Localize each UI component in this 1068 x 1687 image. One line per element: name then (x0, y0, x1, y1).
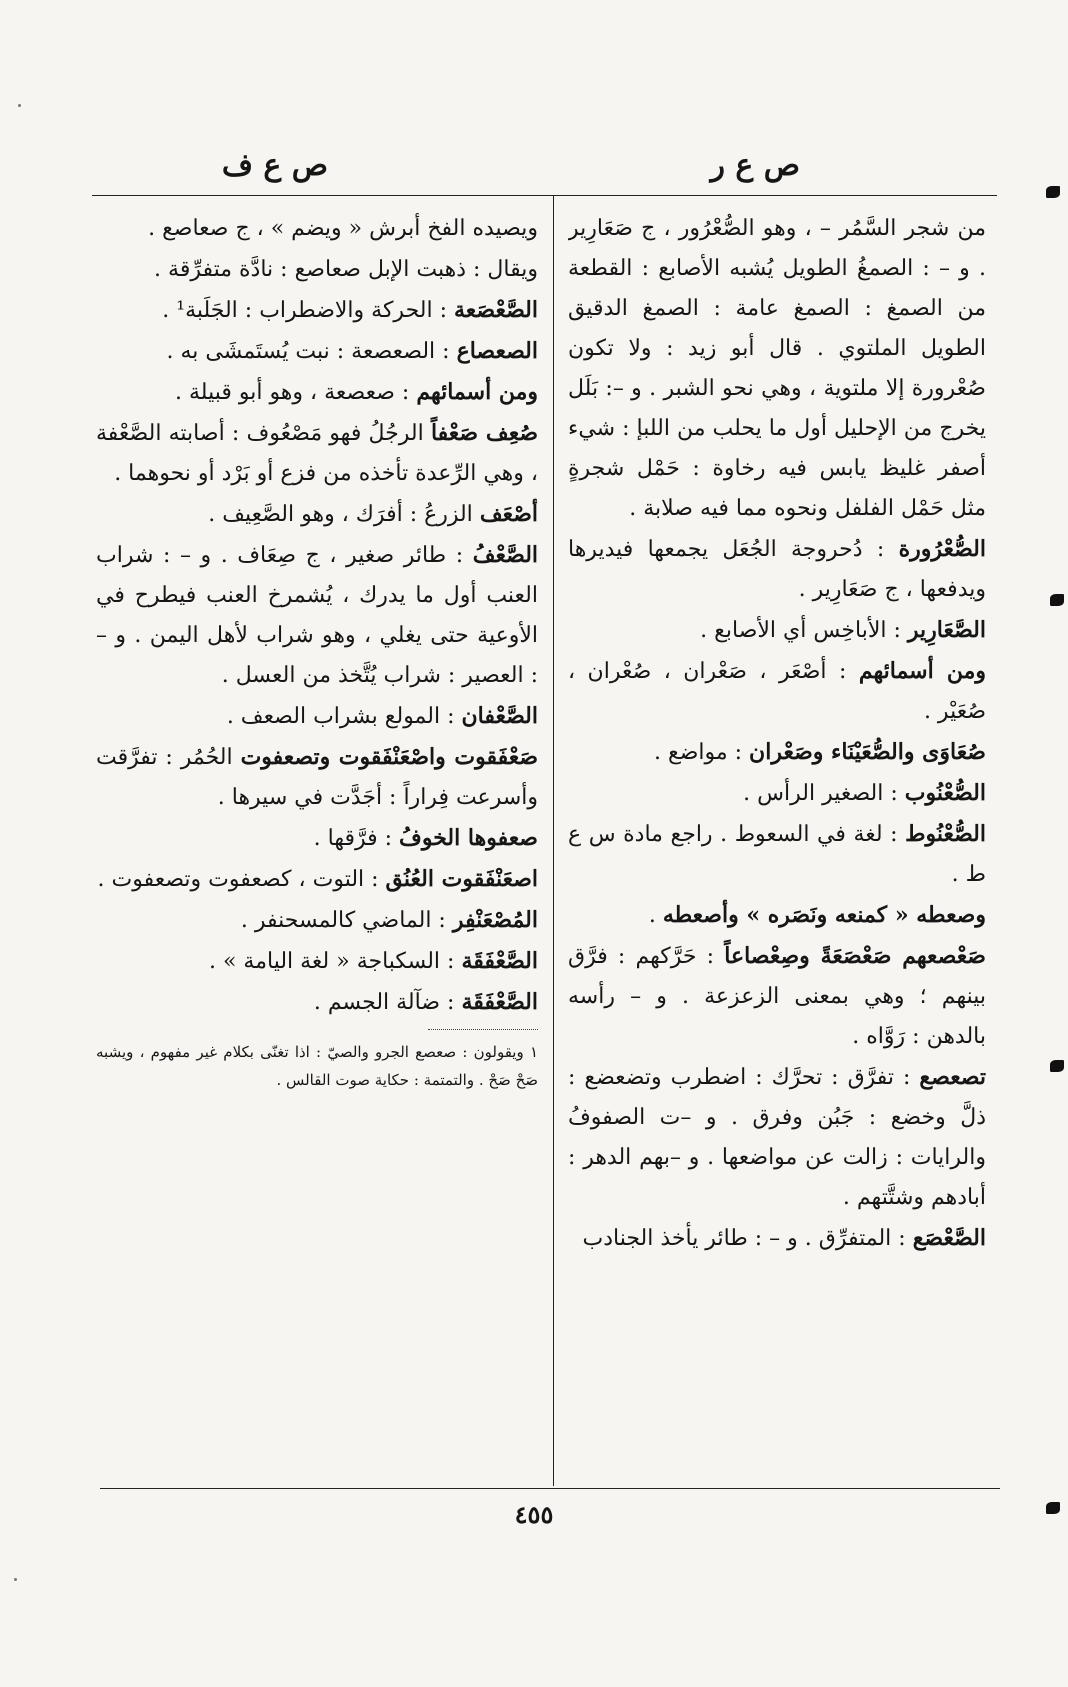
scan-edge-mark (1050, 594, 1064, 606)
entry-text: : الماضي كالمسحنفر . (240, 908, 446, 933)
scan-edge-mark (1050, 1060, 1064, 1072)
entry (96, 494, 538, 535)
entry (96, 818, 538, 859)
entry-headword: الصُّعْنُوب (904, 780, 986, 806)
page-number: ٤٥٥ (514, 1500, 554, 1529)
entry-headword: صعفوها الخوفُ (399, 825, 538, 851)
entry-text: من شجر السَّمُر – ، وهو الصُّعْرُور ، ج صَعَارِير . و – : الصمغُ الطويل يُشبه الأصابع : القطعة من الصمغ : الصمغ عامة : الصمغ الدقيق الطويل الملتوي . قال أبو زيد : ولا تكون صُعْرورة إلا ملتوية ، وهي نحو الشبر . و –: بَلَل يخرج من الإحليل أول ما يحلب من اللبإ : شيء أصفر غليظ يابس فيه رخاوة : حَمْل شجرةٍ مثل حَمْل الفلفل ونحوه مما فيه صلابة . (568, 216, 986, 521)
entry (96, 982, 538, 1023)
entry-text: الحُمُر : تفرَّقت وأسرعت فِراراً : أجَدَّت في سيرها . (96, 745, 538, 810)
entry-text: : أصْعَر ، صَعْران ، صُعْران ، صُعَيْر . (568, 659, 986, 724)
scan-edge-mark (1046, 1502, 1060, 1514)
entry-headword: صَعْصعهم صَعْصَعَةً وصِعْصاعاً (724, 943, 986, 969)
entry (96, 208, 538, 249)
entry-text: : صعصعة ، وهو أبو قبيلة . (175, 380, 410, 405)
entry-text: : ضآلة الجسم . (313, 990, 455, 1015)
entry (96, 413, 538, 494)
entry-text: : الأباخِس أي الأصابع . (700, 618, 901, 643)
entry (568, 1218, 986, 1259)
entry-headword: الصَّعْصَعة (454, 297, 538, 323)
entry-headword: الصُّعْنُوط (905, 821, 986, 847)
entry (96, 290, 538, 331)
entry-headword: وصعطه « كمنعه ونَصَره » وأصعطه (662, 902, 986, 928)
entry-headword: ومن أسمائهم (416, 379, 538, 405)
entry-text: : الصعصعة : نبت يُستَمشَى به . (166, 339, 450, 364)
left-column-root-header: ص ع ف (221, 148, 328, 183)
entry-headword: الصَّعْفَقَة (461, 948, 538, 974)
entry-headword: المُصْعَنْفِر (452, 907, 538, 933)
entry (568, 651, 986, 732)
footnote-separator (428, 1029, 538, 1030)
entry (96, 331, 538, 372)
entry-headword: الصَّعْفُ (472, 542, 538, 568)
entry (96, 900, 538, 941)
left-column (96, 208, 538, 1478)
entry (568, 814, 986, 895)
entry-text: الزرعُ : أفرَك ، وهو الصَّعِيف . (208, 502, 473, 527)
entry-text: : التوت ، كصعفوت وتصعفوت . (97, 867, 379, 892)
scan-edge-mark (1046, 186, 1060, 198)
entry-headword: الصَّعْفان (461, 703, 538, 729)
entry-headword: صُعَاوَى والصُّعَيْنَاء وصَعْران (749, 739, 986, 765)
entry-headword: الصَّعْصَع (912, 1225, 986, 1251)
entry-headword: الصعصاع (456, 338, 538, 364)
column-separator (553, 196, 554, 1486)
entry-text: : المولع بشراب الصعف . (226, 704, 455, 729)
right-column (568, 208, 986, 1478)
entry-text: : الصغير الرأس . (743, 781, 898, 806)
entry-text: . (648, 903, 656, 928)
entry-headword: أصْعَف (479, 501, 538, 527)
entry (96, 372, 538, 413)
entry-headword: ومن أسمائهم (858, 658, 986, 684)
right-column-root-header: ص ع ر (710, 148, 800, 183)
entry-headword: الصُّعْرُورة (898, 536, 986, 562)
entry-headword: تصعصع (919, 1064, 986, 1090)
entry-text: : طائر صغير ، ج صِعَاف . و – : شراب العنب أول ما يدرك ، يُشمرخ العنب فيطرح في الأوعية حتى يغلي ، وهو شراب لأهل اليمن . و – : العصير : شراب يُتَّخذ من العسل . (96, 543, 538, 688)
entry-headword: صُعِف صَعْفاً (430, 420, 538, 446)
entry (96, 249, 538, 290)
entry-text: الرجُلُ فهو مَصْعُوف : أصابته الصَّعْفة ، وهي الرِّعدة تأخذه من فزع أو بَرْد أو نحوهما . (96, 421, 538, 486)
entry (568, 208, 986, 529)
entry-text: : دُحروجة الجُعَل يجمعها فيديرها ويدفعها ، ج صَعَارِير . (568, 537, 986, 602)
entry-text: ويصيده الفخ أبرش « ويضم » ، ج صعاصع . (148, 216, 538, 241)
entry-text: : مواضع . (654, 740, 743, 765)
entry-text: : الحركة والاضطراب : الجَلَبة¹ . (162, 298, 447, 323)
entry (96, 535, 538, 696)
entry-text: : فرَّقها . (313, 826, 393, 851)
footnote: ١ ويقولون : صعصع الجرو والصيّ : اذا تغنّى بكلام غير مفهوم ، ويشبه صَحْ صَحْ . والتمتمة : حكاية صوت القالس . (96, 1043, 538, 1089)
entry-text: : السكباجة « لغة اليامة » . (208, 949, 455, 974)
scan-speck (18, 104, 21, 107)
entry-text: : حَرَّكهم : فرَّق بينهم ؛ وهي بمعنى الزعزعة . و – رأسه بالدهن : رَوَّاه . (568, 944, 986, 1049)
header-rule (92, 195, 997, 196)
entry-text: ويقال : ذهبت الإبل صعاصع : نادَّة متفرِّقة . (154, 257, 538, 282)
entry (96, 859, 538, 900)
entry-headword: اصعَنْفَقوت العُنُق (385, 866, 538, 892)
entry (568, 529, 986, 610)
entry (568, 773, 986, 814)
entry-text: : المتفرِّق . و – : طائر يأخذ الجنادب (582, 1226, 906, 1251)
entry-headword: الصَّعَارِير (907, 617, 986, 643)
entry (96, 737, 538, 818)
entry (568, 1057, 986, 1218)
entry-text: : لغة في السعوط . راجع مادة س ع ط . (568, 822, 986, 887)
entry (96, 941, 538, 982)
scan-speck (14, 1578, 17, 1581)
entry-headword: صَعْفَقوت واصْعَنْفَقوت وتصعفوت (240, 744, 538, 770)
entry (568, 610, 986, 651)
entry (568, 936, 986, 1057)
entry-headword: الصَّعْفَقَة (461, 989, 538, 1015)
entry (568, 895, 986, 936)
footer-rule (100, 1488, 1000, 1489)
entry-text: : تفرَّق : تحرَّك : اضطرب وتضعضع : ذلَّ وخضع : جَبُن وفرق . و –ت الصفوفُ والرايات : زالت عن مواضعها . و –بهم الدهر : أبادهم وشتَّتهم . (568, 1065, 986, 1210)
entry (568, 732, 986, 773)
entry (96, 696, 538, 737)
